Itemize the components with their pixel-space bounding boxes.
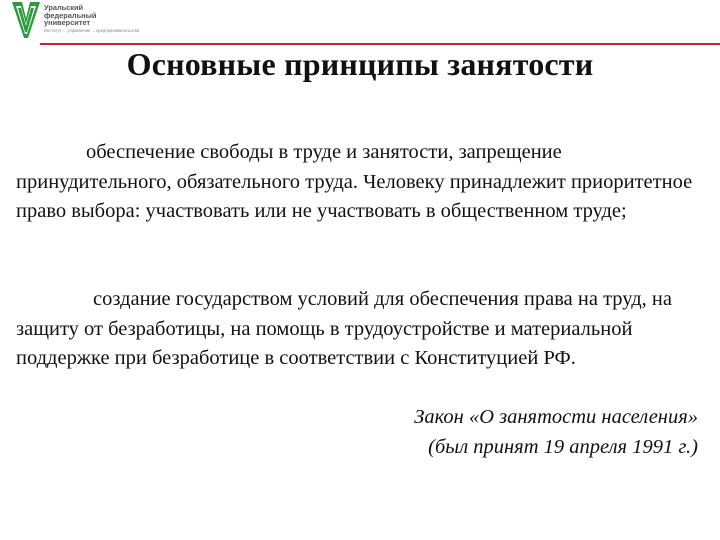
logo-line: университет (44, 18, 91, 28)
university-logo (12, 2, 142, 42)
citation-law-name: Закон «О занятости населения» (414, 406, 698, 428)
header-divider (40, 43, 720, 45)
logo-text (44, 4, 96, 27)
logo-line: федеральный (44, 10, 97, 20)
slide-title: Основные принципы занятости (126, 46, 594, 82)
logo-line: Уральский (44, 3, 84, 12)
logo-subtitle: Институт ... управления ... предпринимательства (44, 28, 140, 33)
slide-header (0, 0, 720, 48)
principle-paragraph: обеспечение свободы в труде и занятости, запрещение принудительного, обязательного труда. Человеку принадлежит приоритетное право выбора: участвовать или не участвовать в общественном труде; (16, 141, 693, 222)
law-citation (414, 402, 698, 462)
principle-paragraph: создание государством условий для обеспечения права на труд, на защиту от безработицы, на помощь в трудоустройстве и материальной поддержке при безработице в соответствии с Конституцией РФ. (16, 288, 672, 369)
urfu-logo-icon (12, 2, 40, 38)
citation-date: (был принят 19 апреля 1991 г.) (428, 436, 698, 458)
